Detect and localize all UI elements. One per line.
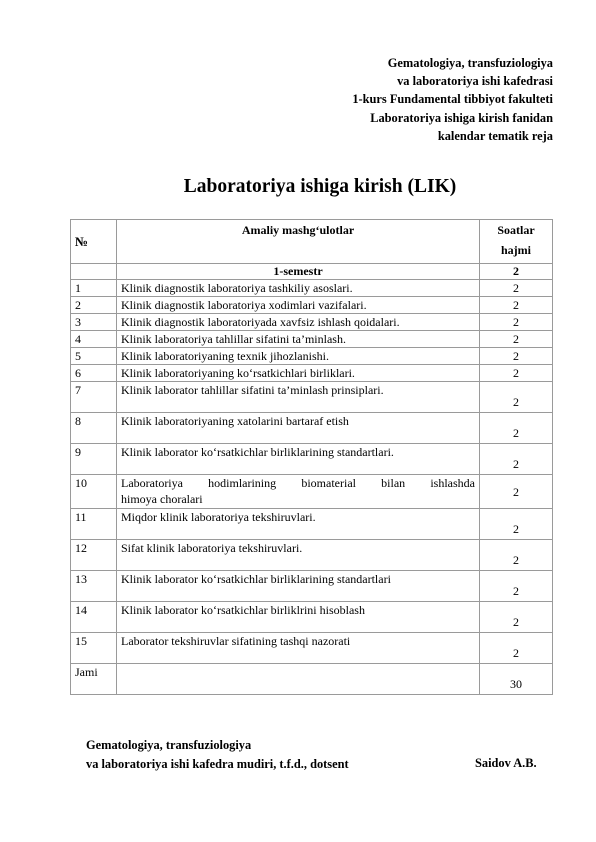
signature-block <box>86 736 349 773</box>
table-row <box>71 297 553 314</box>
header-hours-line2: hajmi <box>501 243 531 257</box>
header-hours-line1: Soatlar <box>497 223 535 237</box>
row-topic: Klinik diagnostik laboratoriyada xavfsiz ishlash qoidalari. <box>117 314 480 331</box>
total-empty-cell <box>117 664 480 695</box>
table-row <box>71 571 553 602</box>
header-plan-type: kalendar tematik reja <box>437 128 553 143</box>
table-row <box>71 280 553 297</box>
row-topic: Miqdor klinik laboratoriya tekshiruvlari. <box>117 509 480 540</box>
row-number: 9 <box>71 444 117 475</box>
row-topic: Sifat klinik laboratoriya tekshiruvlari. <box>117 540 480 571</box>
semester-number-cell <box>71 264 117 280</box>
row-hours: 2 <box>480 314 553 331</box>
row-topic: Klinik laboratoriyaning texnik jihozlanishi. <box>117 348 480 365</box>
row-number: 4 <box>71 331 117 348</box>
total-row <box>71 664 553 695</box>
row-number: 3 <box>71 314 117 331</box>
total-label: Jami <box>71 664 117 695</box>
semester-row <box>71 264 553 280</box>
header-subject: Laboratoriya ishiga kirish fanidan <box>370 110 553 125</box>
row-topic: Klinik laborator ko‘rsatkichlar birliklarining standartlari <box>117 571 480 602</box>
row-number: 12 <box>71 540 117 571</box>
row-topic: Klinik laborator tahlillar sifatini ta’minlash prinsiplari. <box>117 382 480 413</box>
header-hours <box>480 220 553 264</box>
row-hours: 2 <box>480 602 553 633</box>
table-row <box>71 365 553 382</box>
table-row <box>71 633 553 664</box>
table-row <box>71 540 553 571</box>
table-row <box>71 382 553 413</box>
document-header <box>352 54 553 145</box>
row-topic: Klinik laboratoriyaning ko‘rsatkichlari birliklari. <box>117 365 480 382</box>
header-department: Gematologiya, transfuziologiya <box>387 56 553 70</box>
row-hours: 2 <box>480 509 553 540</box>
row-number: 7 <box>71 382 117 413</box>
row-number: 14 <box>71 602 117 633</box>
row-number: 2 <box>71 297 117 314</box>
row-topic: Klinik laborator ko‘rsatkichlar birliklarining standartlari. <box>117 444 480 475</box>
semester-hours: 2 <box>480 264 553 280</box>
table-header-row <box>71 220 553 264</box>
row-hours: 2 <box>480 475 553 509</box>
semester-label: 1-semestr <box>117 264 480 280</box>
table-row <box>71 331 553 348</box>
row-hours: 2 <box>480 382 553 413</box>
row-topic: Klinik laborator ko‘rsatkichlar birliklrini hisoblash <box>117 602 480 633</box>
table-row <box>71 348 553 365</box>
table-row <box>71 413 553 444</box>
row-hours: 2 <box>480 331 553 348</box>
row-number: 13 <box>71 571 117 602</box>
row-number: 5 <box>71 348 117 365</box>
row-hours: 2 <box>480 571 553 602</box>
row-topic <box>117 475 480 509</box>
row-topic: Laborator tekshiruvlar sifatining tashqi nazorati <box>117 633 480 664</box>
signature-position: va laboratoriya ishi kafedra mudiri, t.f.d., dotsent <box>86 756 349 771</box>
row-hours: 2 <box>480 348 553 365</box>
row-hours: 2 <box>480 413 553 444</box>
table-row <box>71 509 553 540</box>
table-row <box>71 475 553 509</box>
row-topic: Klinik diagnostik laboratoriya tashkiliy asoslari. <box>117 280 480 297</box>
row-hours: 2 <box>480 297 553 314</box>
total-hours: 30 <box>480 664 553 695</box>
row-hours: 2 <box>480 280 553 297</box>
document-title: Laboratoriya ishiga kirish (LIK) <box>183 176 457 197</box>
row-topic: Klinik laboratoriya tahlillar sifatini ta’minlash. <box>117 331 480 348</box>
row-hours: 2 <box>480 365 553 382</box>
header-department-cont: va laboratoriya ishi kafedrasi <box>397 74 553 89</box>
header-faculty: 1-kurs Fundamental tibbiyot fakulteti <box>352 92 553 107</box>
row-number: 8 <box>71 413 117 444</box>
header-number: № <box>71 220 117 264</box>
row-number: 1 <box>71 280 117 297</box>
table-row <box>71 444 553 475</box>
row-number: 15 <box>71 633 117 664</box>
schedule-table <box>70 219 553 695</box>
header-activities: Amaliy mashg‘ulotlar <box>117 220 480 264</box>
table-row <box>71 602 553 633</box>
row-topic-line2: himoya choralari <box>121 492 203 506</box>
row-number: 10 <box>71 475 117 509</box>
table-row <box>71 314 553 331</box>
row-hours: 2 <box>480 633 553 664</box>
signatory-name: Saidov A.B. <box>475 756 537 770</box>
row-topic: Klinik diagnostik laboratoriya xodimlari vazifalari. <box>117 297 480 314</box>
row-topic: Klinik laboratoriyaning xatolarini bartaraf etish <box>117 413 480 444</box>
signature-department: Gematologiya, transfuziologiya <box>86 738 252 752</box>
row-hours: 2 <box>480 444 553 475</box>
row-number: 11 <box>71 509 117 540</box>
row-number: 6 <box>71 365 117 382</box>
row-topic-line1: Laboratoriya hodimlarining biomaterial bilan ishlashda <box>121 476 475 490</box>
row-hours: 2 <box>480 540 553 571</box>
